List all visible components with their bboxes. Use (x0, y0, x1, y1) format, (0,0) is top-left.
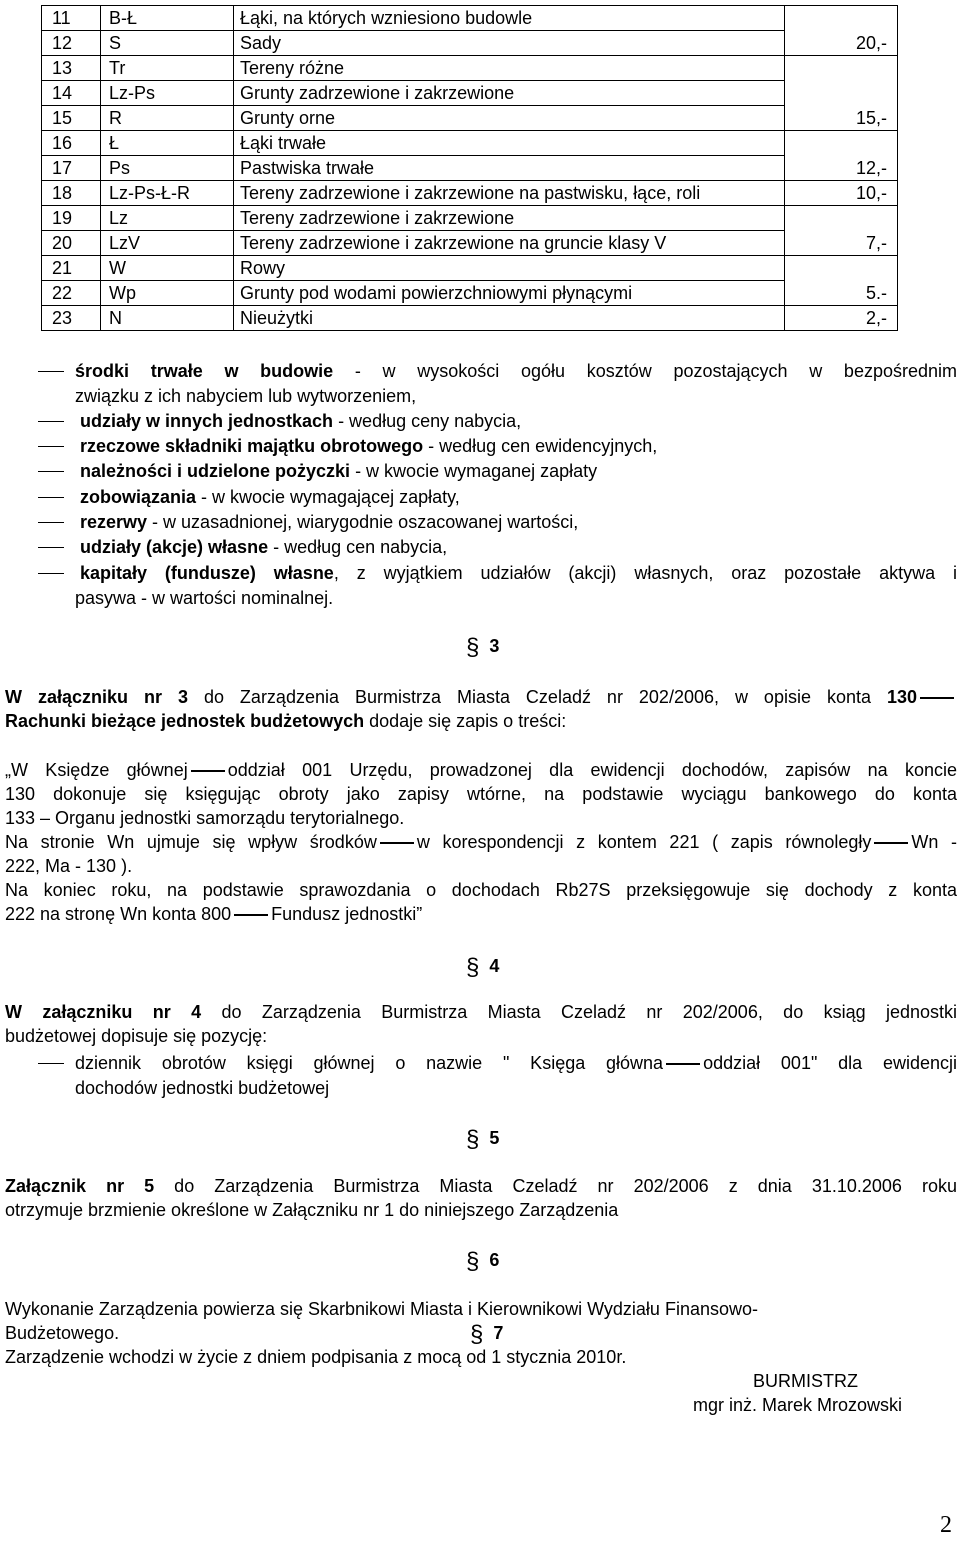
row-value: 7,- (785, 231, 898, 256)
row-value (785, 256, 898, 281)
row-description: Tereny zadrzewione i zakrzewione (234, 206, 785, 231)
dash-marker (874, 842, 908, 844)
row-description: Nieużytki (234, 306, 785, 331)
bullet-text: - w kwocie wymagającej zapłaty, (196, 487, 460, 507)
bullet-bold: udziały (akcje) własne (80, 537, 269, 557)
table-row (42, 281, 898, 306)
paragraph-6-line-2: Budżetowego. (5, 1323, 120, 1343)
bullet-bold: udziały w innych jednostkach (80, 411, 334, 431)
row-number: 23 (42, 306, 101, 331)
para-text: otrzymuje brzmienie określone w Załączniku nr 1 do niniejszego Zarządzenia (5, 1200, 619, 1220)
bullet-text: - w uzasadnionej, wiarygodnie oszacowanej wartości, (147, 512, 579, 532)
bullet-continuation (0, 1076, 960, 1101)
table-row (42, 256, 898, 281)
table-row (42, 56, 898, 81)
table-row (42, 156, 898, 181)
paragraph-6-line-1: Wykonanie Zarządzenia powierza się Skarbnikowi Miasta i Kierownikowi Wydziału Finansowo- (5, 1299, 758, 1319)
paragraph-4 (5, 1000, 957, 1048)
dash-marker (666, 1063, 700, 1065)
row-symbol: Wp (101, 281, 234, 306)
row-symbol: N (101, 306, 234, 331)
bullet-item (0, 434, 960, 459)
dash-marker (38, 573, 64, 574)
para-bold: Rachunki bieżące jednostek budżetowych (5, 711, 365, 731)
section-number: 6 (489, 1250, 500, 1270)
para-text: budżetowej dopisuje się pozycję: (5, 1026, 268, 1046)
bullet-bold: należności i udzielone pożyczki (80, 461, 351, 481)
bullet-bold: kapitały (fundusze) własne (80, 563, 334, 583)
dash-marker (38, 446, 64, 447)
row-value (785, 81, 898, 106)
quote-text: 222, Ma - 130 ). (5, 856, 133, 876)
section-number: 4 (489, 956, 500, 976)
dash-marker (920, 697, 954, 699)
row-symbol: LzV (101, 231, 234, 256)
signature-title: BURMISTRZ (753, 1371, 858, 1391)
row-number: 14 (42, 81, 101, 106)
bullet-text: dziennik obrotów księgi głównej o nazwie " Księga główna (75, 1053, 664, 1073)
section-4-heading (466, 954, 499, 982)
dash-marker (38, 471, 64, 472)
row-value: 2,- (785, 306, 898, 331)
row-description: Grunty pod wodami powierzchniowymi płynącymi (234, 281, 785, 306)
quote-text: Na stronie Wn ujmuje się wpływ środków (5, 832, 377, 852)
row-description: Tereny zadrzewione i zakrzewione na pastwisku, łące, roli (234, 181, 785, 206)
section-3-heading (466, 634, 499, 662)
row-description: Pastwiska trwałe (234, 156, 785, 181)
para-bold: Załącznik nr 5 (5, 1176, 155, 1196)
row-symbol: Lz (101, 206, 234, 231)
row-symbol: B-Ł (101, 6, 234, 31)
bullet-text: - w kwocie wymaganej zapłaty (350, 461, 598, 481)
quote-text: oddział 001 Urzędu, prowadzonej dla ewidencji dochodów, zapisów na koncie (227, 760, 958, 780)
section-sign: § (466, 954, 480, 981)
table-row (42, 31, 898, 56)
row-number: 21 (42, 256, 101, 281)
row-value (785, 6, 898, 31)
row-symbol: Ps (101, 156, 234, 181)
page-number: 2 (940, 1512, 952, 1538)
section-number: 5 (489, 1128, 500, 1148)
bullet-bold: środki trwałe w budowie (75, 361, 334, 381)
row-description: Sady (234, 31, 785, 56)
dash-marker (234, 914, 268, 916)
signature-name: mgr inż. Marek Mrozowski (693, 1395, 903, 1415)
bullet-item (0, 561, 960, 586)
row-description: Tereny zadrzewione i zakrzewione na gruncie klasy V (234, 231, 785, 256)
table-row (42, 106, 898, 131)
row-symbol: S (101, 31, 234, 56)
section-5-heading (466, 1126, 499, 1154)
row-number: 20 (42, 231, 101, 256)
quote-text: „W Księdze głównej (5, 760, 188, 780)
row-number: 11 (42, 6, 101, 31)
row-description: Grunty zadrzewione i zakrzewione (234, 81, 785, 106)
bullet-item (0, 510, 960, 535)
row-symbol: W (101, 256, 234, 281)
bullet-text: oddział 001" dla ewidencji (703, 1053, 958, 1073)
table-row (42, 306, 898, 331)
dash-marker (38, 1063, 64, 1064)
row-value: 20,- (785, 31, 898, 56)
row-number: 18 (42, 181, 101, 206)
row-number: 15 (42, 106, 101, 131)
bullet-text: , z wyjątkiem udziałów (akcji) własnych, oraz pozostałe aktywa i (333, 563, 957, 583)
bullet-item (0, 359, 960, 384)
table-row (42, 231, 898, 256)
section-sign: § (466, 634, 480, 661)
table-row (42, 206, 898, 231)
section-sign: § (466, 1248, 480, 1275)
section-sign: § (466, 1126, 480, 1153)
bullet-text: - według ceny nabycia, (333, 411, 522, 431)
table-row (42, 181, 898, 206)
row-description: Tereny różne (234, 56, 785, 81)
row-value: 12,- (785, 156, 898, 181)
bullet-text: - w wysokości ogółu kosztów pozostających w bezpośrednim (333, 361, 957, 381)
quote-block (5, 758, 957, 926)
row-description: Grunty orne (234, 106, 785, 131)
section-sign: § (470, 1321, 484, 1348)
row-value (785, 56, 898, 81)
para-text: do Zarządzenia Burmistrza Miasta Czeladź nr 202/2006, do ksiąg jednostki (201, 1002, 957, 1022)
row-number: 16 (42, 131, 101, 156)
bullet-bold: zobowiązania (80, 487, 197, 507)
table-row (42, 6, 898, 31)
bullet-item (0, 459, 960, 484)
row-symbol: Ł (101, 131, 234, 156)
dash-marker (38, 522, 64, 523)
row-description: Łąki, na których wzniesiono budowle (234, 6, 785, 31)
para-bold: W załączniku nr 4 (5, 1002, 202, 1022)
table-row (42, 131, 898, 156)
para-text: do Zarządzenia Burmistrza Miasta Czeladź nr 202/2006 z dnia 31.10.2006 roku (154, 1176, 957, 1196)
bullet-bold: rezerwy (80, 512, 148, 532)
para-bold: 130 (886, 687, 917, 707)
para-text: dodaje się zapis o treści: (364, 711, 567, 731)
dash-marker (191, 770, 225, 772)
bullet-continuation (0, 384, 960, 409)
quote-text: Fundusz jednostki” (271, 904, 423, 924)
row-value (785, 131, 898, 156)
quote-text: Wn - (911, 832, 958, 852)
quote-text: w korespondencji z kontem 221 ( zapis równoległy (416, 832, 872, 852)
row-number: 13 (42, 56, 101, 81)
row-value (785, 206, 898, 231)
dash-marker (38, 497, 64, 498)
paragraph-3 (5, 685, 957, 733)
dash-marker (380, 842, 414, 844)
row-number: 22 (42, 281, 101, 306)
section-number: 7 (493, 1323, 504, 1343)
paragraph-7-text: Zarządzenie wchodzi w życie z dniem podpisania z mocą od 1 stycznia 2010r. (5, 1347, 627, 1367)
dash-marker (38, 421, 64, 422)
row-number: 19 (42, 206, 101, 231)
bullet-text: - według cen ewidencyjnych, (423, 436, 658, 456)
quote-text: 133 – Organu jednostki samorządu terytorialnego. (5, 808, 405, 828)
bullet-item (0, 485, 960, 510)
bullet-text: dochodów jednostki budżetowej (75, 1078, 330, 1098)
bullet-item (0, 535, 960, 560)
row-symbol: Lz-Ps (101, 81, 234, 106)
quote-text: 222 na stronę Wn konta 800 (5, 904, 232, 924)
row-symbol: Tr (101, 56, 234, 81)
section-number: 3 (489, 636, 500, 656)
row-number: 17 (42, 156, 101, 181)
bullet-item (0, 1051, 960, 1076)
land-classes-table (41, 5, 898, 331)
section-6-heading (466, 1248, 499, 1276)
bullet-text: pasywa - w wartości nominalnej. (75, 588, 334, 608)
bullet-item (0, 409, 960, 434)
row-description: Rowy (234, 256, 785, 281)
quote-text: Na koniec roku, na podstawie sprawozdania o dochodach Rb27S przeksięgowuje się dochody z konta (5, 880, 957, 900)
para-bold: W załączniku nr 3 (5, 687, 188, 707)
row-symbol: R (101, 106, 234, 131)
dash-marker (38, 547, 64, 548)
row-description: Łąki trwałe (234, 131, 785, 156)
row-value: 10,- (785, 181, 898, 206)
dash-marker (38, 371, 64, 372)
section-7-heading (470, 1321, 503, 1347)
paragraph-5 (5, 1174, 957, 1222)
row-value: 5.- (785, 281, 898, 306)
row-number: 12 (42, 31, 101, 56)
table-row (42, 81, 898, 106)
row-value: 15,- (785, 106, 898, 131)
row-symbol: Lz-Ps-Ł-R (101, 181, 234, 206)
bullet-text: związku z ich nabyciem lub wytworzeniem, (75, 386, 417, 406)
bullet-text: - według cen nabycia, (268, 537, 448, 557)
quote-text: 130 dokonuje się księgując obroty jako zapisy wtórne, na podstawie wyciągu bankowego do konta (5, 784, 957, 804)
bullet-bold: rzeczowe składniki majątku obrotowego (80, 436, 424, 456)
para-text: do Zarządzenia Burmistrza Miasta Czeladź nr 202/2006, w opisie konta (187, 687, 887, 707)
bullet-continuation (0, 586, 960, 611)
